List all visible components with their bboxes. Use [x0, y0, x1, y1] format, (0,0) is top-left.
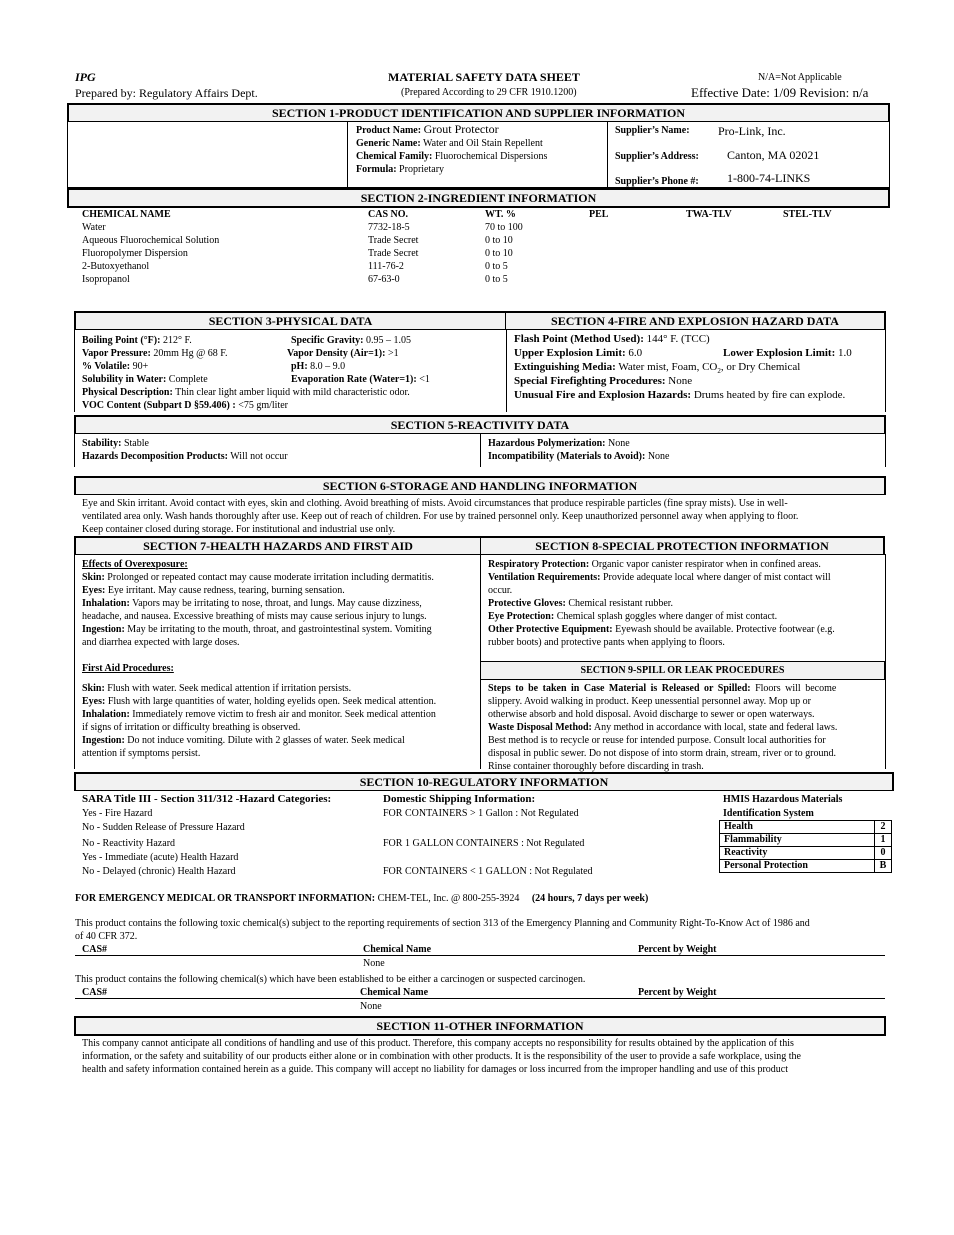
ingredient-name: 2-Butoxyethanol	[82, 261, 150, 272]
waste-disposal-4: Rinse container thoroughly before discarding in trash.	[488, 761, 704, 772]
specific-gravity-row: Specific Gravity: 0.95 – 1.05	[291, 335, 411, 346]
sara-item: No - Sudden Release of Pressure Hazard	[82, 822, 245, 833]
section-11-header: SECTION 11-OTHER INFORMATION	[74, 1016, 886, 1036]
col-wt-pct: WT. %	[485, 209, 516, 220]
toxic-divider	[75, 955, 885, 956]
prepared-by: Prepared by: Regulatory Affairs Dept.	[75, 86, 258, 100]
shipping-line-2: FOR 1 GALLON CONTAINERS : Not Regulated	[383, 838, 585, 849]
col-stel-tlv: STEL-TLV	[783, 209, 832, 220]
col-cas-no: CAS NO.	[368, 209, 409, 220]
supplier-phone-label: Supplier’s Phone #:	[615, 176, 699, 187]
ingredient-wt: 0 to 10	[485, 248, 513, 259]
waste-disposal-2: Best method is to recycle or reuse for intended purpose. Consult local authorities for	[488, 735, 826, 746]
toxic-none: None	[363, 958, 385, 969]
respiratory-row: Respiratory Protection: Organic vapor canister respirator when in confined areas.	[488, 559, 821, 570]
section-3-header: SECTION 3-PHYSICAL DATA	[74, 311, 507, 330]
hmis-label: Health	[720, 821, 875, 834]
effects-ingestion-cont: and diarrhea expected with large doses.	[82, 637, 240, 648]
document-title: MATERIAL SAFETY DATA SHEET	[388, 70, 580, 84]
supplier-address: Canton, MA 02021	[727, 148, 820, 162]
other-equipment-row: Other Protective Equipment: Eyewash should be available. Protective footwear (e.g.	[488, 624, 835, 635]
vapor-pressure-row: Vapor Pressure: 20mm Hg @ 68 F.	[82, 348, 228, 359]
incompatibility-row: Incompatibility (Materials to Avoid): None	[488, 451, 670, 462]
section-5-header: SECTION 5-REACTIVITY DATA	[74, 415, 886, 434]
effects-inhalation: Inhalation: Vapors may be irritating to nose, throat, and lungs. May cause dizziness,	[82, 598, 422, 609]
company-name: IPG	[75, 70, 96, 84]
col-twa-tlv: TWA-TLV	[686, 209, 732, 220]
first-aid-inhalation: Inhalation: Immediately remove victim to fresh air and monitor. Seek medical attention	[82, 709, 436, 720]
first-aid-inhalation-cont: if signs of irritation or difficulty breathing is observed.	[82, 722, 301, 733]
ingredient-cas: 67-63-0	[368, 274, 400, 285]
shipping-line-1: FOR CONTAINERS > 1 Gallon : Not Regulated	[383, 808, 579, 819]
ingredient-wt: 70 to 100	[485, 222, 523, 233]
ingredient-wt: 0 to 5	[485, 261, 508, 272]
carc-divider	[75, 998, 885, 999]
supplier-address-label: Supplier’s Address:	[615, 151, 699, 162]
effects-heading: Effects of Overexposure:	[82, 559, 188, 570]
carc-col-pct: Percent by Weight	[638, 987, 717, 998]
storage-line-1: Eye and Skin irritant. Avoid contact with eyes, skin and clothing. Avoid breathing of mists. Avoid circumstances that produce respirable particles (fine spray mists). Use in well-	[82, 498, 788, 509]
section-3-4-divider	[506, 329, 507, 412]
hmis-heading: HMIS Hazardous Materials	[723, 794, 843, 805]
hmis-subheading: Identification System	[723, 808, 814, 819]
disclaimer-line-3: health and safety information contained herein as a guide. This company will accept no liability for damages or loss incurred from the improper handling and use of this product	[82, 1064, 789, 1075]
disclaimer-line-1: This company cannot anticipate all conditions of handling and use of this product. Therefore, this company accepts no responsibility for results obtained by the application of this	[82, 1038, 794, 1049]
solubility-row: Solubility in Water: Complete	[82, 374, 208, 385]
section-1-divider-right	[607, 121, 608, 187]
hmis-row	[720, 847, 892, 860]
eye-protection-row: Eye Protection: Chemical splash goggles where danger of mist contact.	[488, 611, 778, 622]
storage-line-3: Keep container closed during storage. For institutional and industrial use only.	[82, 524, 396, 535]
section-6-header: SECTION 6-STORAGE AND HANDLING INFORMATION	[74, 476, 886, 495]
spill-steps: Steps to be taken in Case Material is Released or Spilled: Floors will become	[488, 683, 837, 694]
ingredient-cas: 7732-18-5	[368, 222, 410, 233]
supplier-phone: 1-800-74-LINKS	[727, 171, 811, 185]
toxic-col-name: Chemical Name	[363, 944, 432, 955]
boiling-point-row: Boiling Point (°F): 212° F.	[82, 335, 192, 346]
first-aid-ingestion: Ingestion: Do not induce vomiting. Dilute with 2 glasses of water. Seek medical	[82, 735, 405, 746]
hmis-label: Reactivity	[720, 847, 875, 860]
first-aid-ingestion-cont: attention if symptoms persist.	[82, 748, 201, 759]
waste-disposal: Waste Disposal Method: Any method in accordance with local, state and federal laws.	[488, 722, 838, 733]
decomposition-row: Hazards Decomposition Products: Will not occur	[82, 451, 288, 462]
hmis-row	[720, 860, 892, 873]
chemical-family-row: Chemical Family: Fluorochemical Dispersions	[356, 151, 548, 162]
ventilation-row-cont: occur.	[488, 585, 513, 596]
vapor-density-row: Vapor Density (Air=1): >1	[287, 348, 399, 359]
carc-col-name: Chemical Name	[360, 987, 429, 998]
ingredient-name: Aqueous Fluorochemical Solution	[82, 235, 220, 246]
section-7-header: SECTION 7-HEALTH HAZARDS AND FIRST AID	[74, 536, 482, 555]
ventilation-row: Ventilation Requirements: Provide adequate local where danger of mist contact will	[488, 572, 831, 583]
section-2-header: SECTION 2-INGREDIENT INFORMATION	[67, 188, 890, 208]
effects-ingestion: Ingestion: May be irritating to the mouth, throat, and gastrointestinal system. Vomiting	[82, 624, 432, 635]
spill-steps-3: otherwise absorb and hold disposal. Avoid discharge to sewer or open waterways.	[488, 709, 815, 720]
first-aid-heading: First Aid Procedures:	[82, 663, 174, 674]
first-aid-skin: Skin: Flush with water. Seek medical attention if irritation persists.	[82, 683, 352, 694]
spill-steps-2: slippery. Avoid walking in product. Keep unessential personnel away. Mop up or	[488, 696, 811, 707]
section-10-header: SECTION 10-REGULATORY INFORMATION	[74, 772, 894, 791]
physical-description-row: Physical Description: Thin clear light amber liquid with mild characteristic odor.	[82, 387, 410, 398]
product-name-row: Product Name: Grout Protector	[356, 122, 499, 136]
evaporation-rate-row: Evaporation Rate (Water=1): <1	[291, 374, 430, 385]
formula-row: Formula: Proprietary	[356, 164, 445, 175]
polymerization-row: Hazardous Polymerization: None	[488, 438, 630, 449]
effects-inhalation-cont: headache, and nausea. Excessive breathing of mists may cause serious injury to lungs.	[82, 611, 427, 622]
ingredient-cas: 111-76-2	[368, 261, 404, 272]
generic-name-row: Generic Name: Water and Oil Stain Repellent	[356, 138, 543, 149]
section-5-divider	[480, 433, 481, 467]
toxic-statement-cont: of 40 CFR 372.	[75, 931, 138, 942]
section-4-header: SECTION 4-FIRE AND EXPLOSION HAZARD DATA	[505, 311, 886, 330]
extinguishing-media-row: Extinguishing Media: Water mist, Foam, $CO_2$, or Dry Chemical	[514, 361, 801, 376]
effects-eyes: Eyes: Eye irritant. May cause redness, tearing, burning sensation.	[82, 585, 345, 596]
lower-explosion-row: Lower Explosion Limit: 1.0	[723, 347, 852, 359]
ingredient-cas: Trade Secret	[368, 235, 419, 246]
waste-disposal-3: disposal in public sewer. Do not dispose of into storm drain, stream, river or to ground.	[488, 748, 837, 759]
sara-item: No - Reactivity Hazard	[82, 838, 176, 849]
product-name: Grout Protector	[423, 122, 499, 136]
hmis-value: 1	[875, 834, 892, 847]
ingredient-name: Isopropanol	[82, 274, 130, 285]
toxic-col-cas: CAS#	[82, 944, 108, 955]
sara-heading: SARA Title III - Section 311/312 -Hazard Categories:	[82, 793, 332, 805]
voc-content-row: VOC Content (Subpart D §59.406) : <75 gm/liter	[82, 400, 289, 411]
document-subtitle: (Prepared According to 29 CFR 1910.1200)	[401, 87, 577, 98]
sara-item: Yes - Immediate (acute) Health Hazard	[82, 852, 239, 863]
toxic-col-pct: Percent by Weight	[638, 944, 717, 955]
hmis-table	[719, 820, 892, 873]
supplier-name: Pro-Link, Inc.	[718, 124, 786, 138]
ingredient-name: Fluoropolymer Dispersion	[82, 248, 188, 259]
section-9-header: SECTION 9-SPILL OR LEAK PROCEDURES	[480, 661, 885, 680]
toxic-statement: This product contains the following toxic chemical(s) subject to the reporting requirements of section 313 of the Emergency Planning and Community Right-To-Know Act of 1986 and	[75, 918, 810, 929]
unusual-hazards-row: Unusual Fire and Explosion Hazards: Drums heated by fire can explode.	[514, 389, 846, 401]
gloves-row: Protective Gloves: Chemical resistant rubber.	[488, 598, 674, 609]
ingredient-wt: 0 to 10	[485, 235, 513, 246]
upper-explosion-row: Upper Explosion Limit: 6.0	[514, 347, 643, 359]
effects-skin: Skin: Prolonged or repeated contact may cause moderate irritation including dermatitis.	[82, 572, 434, 583]
flash-point-row: Flash Point (Method Used): 144° F. (TCC)	[514, 333, 710, 345]
carc-none: None	[360, 1001, 382, 1012]
hmis-value: 2	[875, 821, 892, 834]
ingredient-cas: Trade Secret	[368, 248, 419, 259]
hmis-row	[720, 821, 892, 834]
carcinogen-statement: This product contains the following chemical(s) which have been established to be either a carcinogen or suspected carcinogen.	[75, 974, 586, 985]
section-1-divider-left	[347, 121, 348, 187]
effective-date: Effective Date: 1/09 Revision: n/a	[691, 85, 869, 100]
ingredient-name: Water	[82, 222, 106, 233]
section-8-header: SECTION 8-SPECIAL PROTECTION INFORMATION	[480, 536, 885, 555]
section-1-header: SECTION 1-PRODUCT IDENTIFICATION AND SUPPLIER INFORMATION	[67, 103, 890, 122]
disclaimer-line-2: information, or the safety and suitability of our products either alone or in combination with other products. It is the responsibility of the user to provide a safe workplace, using the	[82, 1051, 801, 1062]
supplier-name-label: Supplier’s Name:	[615, 125, 690, 136]
volatile-row: % Volatile: 90+	[82, 361, 149, 372]
emergency-info: FOR EMERGENCY MEDICAL OR TRANSPORT INFORMATION: CHEM-TEL, Inc. @ 800-255-3924 (24 hours, 7 days per week)	[75, 893, 649, 904]
sara-item: No - Delayed (chronic) Health Hazard	[82, 866, 236, 877]
storage-line-2: ventilated area only. Wash hands thoroughly after use. Keep out of reach of children. For use by trained personnel only. Keep unauthorized personnel away when applying to floor.	[82, 511, 799, 522]
hmis-row	[720, 834, 892, 847]
hmis-value: B	[875, 860, 892, 873]
other-equipment-row-cont: rubber boots) and protective pants when applying to floors.	[488, 637, 725, 648]
carc-col-cas: CAS#	[82, 987, 108, 998]
ph-row: pH: 8.0 – 9.0	[291, 361, 346, 372]
shipping-line-3: FOR CONTAINERS < 1 GALLON : Not Regulated	[383, 866, 593, 877]
col-pel: PEL	[589, 209, 609, 220]
col-chemical-name: CHEMICAL NAME	[82, 209, 171, 220]
hmis-value: 0	[875, 847, 892, 860]
shipping-heading: Domestic Shipping Information:	[383, 793, 536, 805]
sara-item: Yes - Fire Hazard	[82, 808, 153, 819]
na-note: N/A=Not Applicable	[758, 72, 842, 83]
first-aid-eyes: Eyes: Flush with large quantities of water, holding eyelids open. Seek medical attention.	[82, 696, 437, 707]
hmis-label: Personal Protection	[720, 860, 875, 873]
hmis-label: Flammability	[720, 834, 875, 847]
stability-row: Stability: Stable	[82, 438, 149, 449]
firefighting-procedures-row: Special Firefighting Procedures: None	[514, 375, 693, 387]
ingredient-wt: 0 to 5	[485, 274, 508, 285]
